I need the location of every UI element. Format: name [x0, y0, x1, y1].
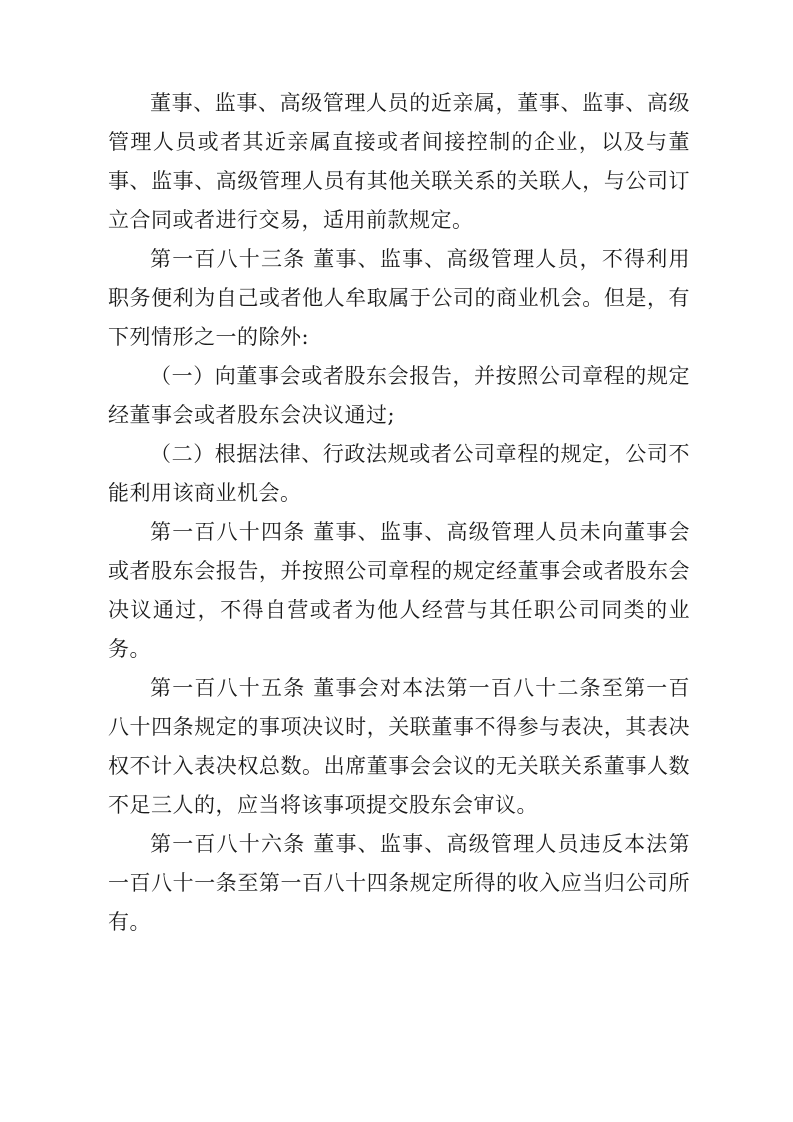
paragraph-article-183: 第一百八十三条 董事、监事、高级管理人员，不得利用职务便利为自己或者他人牟取属于公司的商业机会。但是，有下列情形之一的除外: [108, 247, 690, 349]
document-page [108, 84, 690, 942]
paragraph-related-parties: 董事、监事、高级管理人员的近亲属，董事、监事、高级管理人员或者其近亲属直接或者间接控制的企业，以及与董事、监事、高级管理人员有其他关联关系的关联人，与公司订立合同或者进行交易，适用前款规定。 [108, 91, 690, 232]
paragraph-article-183-item-1: （一）向董事会或者股东会报告，并按照公司章程的规定经董事会或者股东会决议通过; [108, 364, 690, 427]
paragraph-article-183-item-2: （二）根据法律、行政法规或者公司章程的规定，公司不能利用该商业机会。 [108, 442, 690, 505]
paragraph-article-185: 第一百八十五条 董事会对本法第一百八十二条至第一百八十四条规定的事项决议时，关联董事不得参与表决，其表决权不计入表决权总数。出席董事会会议的无关联关系董事人数不足三人的，应当将该事项提交股东会审议。 [108, 676, 690, 817]
paragraph-article-184: 第一百八十四条 董事、监事、高级管理人员未向董事会或者股东会报告，并按照公司章程的规定经董事会或者股东会决议通过，不得自营或者为他人经营与其任职公司同类的业务。 [108, 520, 690, 661]
paragraph-article-186: 第一百八十六条 董事、监事、高级管理人员违反本法第一百八十一条至第一百八十四条规定所得的收入应当归公司所有。 [108, 832, 690, 934]
